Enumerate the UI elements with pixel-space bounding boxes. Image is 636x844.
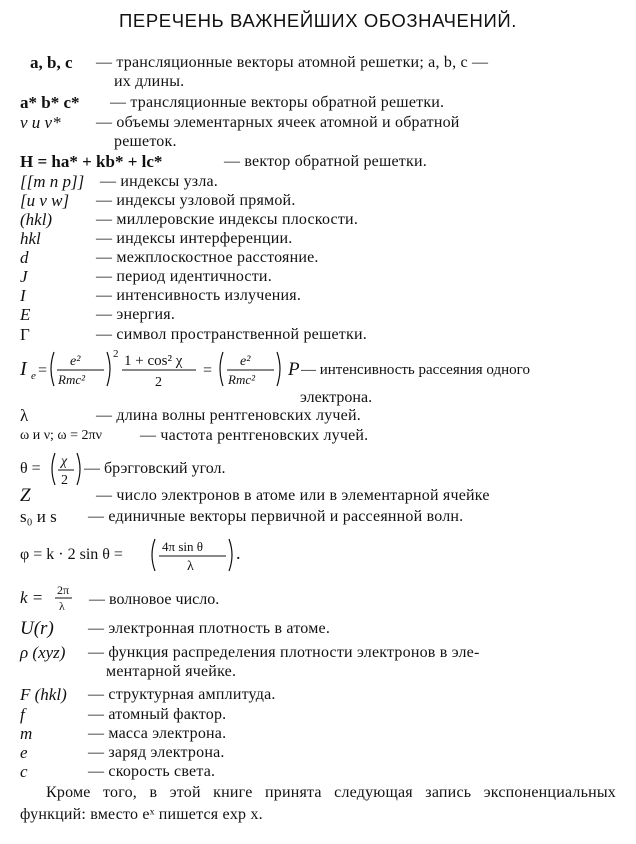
entry-description: — масса электрона. xyxy=(88,725,227,742)
formula-description: — брэгговский угол. xyxy=(84,460,226,477)
paren-right xyxy=(107,352,110,386)
entry-description: — структурная амплитуда. xyxy=(88,686,276,703)
entry-description: — миллеровские индексы плоскости. xyxy=(96,211,359,228)
footer-note: Кроме того, в этой книге принята следующая запись экспоненциальных функций: вместо eˣ пишется exp x. xyxy=(20,784,616,823)
paren-right xyxy=(277,352,280,386)
entry-symbol: H = ha* + kb* + lc* xyxy=(20,152,163,171)
entry-volume xyxy=(0,113,636,153)
entry-symbol: I xyxy=(20,286,26,305)
entry-description: — символ пространственной решетки. xyxy=(96,326,367,343)
entry-symbol: (hkl) xyxy=(20,210,53,229)
formula-lhs: k = xyxy=(20,588,44,607)
formula-var: P xyxy=(288,359,300,380)
entry-symbol: F (hkl) xyxy=(20,685,67,704)
formula-lhs: φ = k · 2 sin θ = xyxy=(20,546,123,563)
entry-description: — заряд электрона. xyxy=(88,744,225,761)
formula-den1: Rmc² xyxy=(58,372,85,387)
entry-description: — частота рентгеновских лучей. xyxy=(140,427,369,444)
entry-description: — электронная плотность в атоме. xyxy=(88,620,331,637)
formula-num: 4π sin θ xyxy=(162,539,203,554)
formula-k-graphic xyxy=(0,580,636,618)
formula-num3: e² xyxy=(240,354,251,369)
entry-description: — единичные векторы первичной и рассеянной волн. xyxy=(88,508,464,525)
paren-left xyxy=(52,453,55,485)
formula-description: — интенсивность рассеяния одного xyxy=(301,362,530,378)
entry-abc xyxy=(0,53,636,93)
entry-symbol: a* b* c* xyxy=(20,93,80,112)
paren-left xyxy=(152,539,155,571)
paren-left xyxy=(51,352,54,386)
entry-symbol: c xyxy=(20,762,28,781)
entry-symbol: J xyxy=(20,267,28,286)
entry-description: — длина волны рентгеновских лучей. xyxy=(96,407,361,424)
formula-den: λ xyxy=(187,559,194,574)
page-title: ПЕРЕЧЕНЬ ВАЖНЕЙШИХ ОБОЗНАЧЕНИЙ. xyxy=(118,10,517,31)
entry-symbol: d xyxy=(20,248,29,267)
entry-description: — вектор обратной решетки. xyxy=(224,153,427,170)
entry-symbol: Γ xyxy=(20,325,30,344)
entry-symbol: m xyxy=(20,724,33,743)
entry-symbol: a, b, c xyxy=(30,53,73,72)
entry-symbol: λ xyxy=(20,406,29,425)
entry-symbol: e xyxy=(20,743,28,762)
paren-right xyxy=(77,453,80,485)
entry-symbol: v и v* xyxy=(20,113,61,132)
entry-description: — атомный фактор. xyxy=(88,706,227,723)
entry-symbol: [u v w] xyxy=(20,191,70,210)
entry-description: — трансляционные векторы обратной решетки. xyxy=(110,94,445,111)
paren-left xyxy=(220,352,223,386)
entry-symbol: E xyxy=(20,305,31,324)
entry-description: — межплоскостное расстояние. xyxy=(96,249,319,266)
entry-symbol: Z xyxy=(20,485,31,506)
entry-description: — индексы узловой прямой. xyxy=(96,192,296,209)
entry-description: — энергия. xyxy=(96,306,176,323)
formula-tail: . xyxy=(236,543,241,563)
equals-sign: = xyxy=(203,362,213,379)
formula-theta xyxy=(0,448,636,490)
paren-right xyxy=(229,539,232,571)
entry-symbol: [[m n p]] xyxy=(20,172,85,191)
formula-description-cont: электрона. xyxy=(300,389,373,406)
formula-theta-graphic xyxy=(0,448,636,490)
formula-den: λ xyxy=(59,599,65,613)
formula-k xyxy=(0,580,636,618)
formula-exponent: 2 xyxy=(113,348,119,360)
entry-symbol: s₀ и s xyxy=(20,507,57,526)
formula-intensity-graphic xyxy=(0,343,636,407)
formula-lhs: I xyxy=(20,358,27,380)
formula-phi xyxy=(0,533,636,577)
formula-num: 2π xyxy=(57,583,70,597)
entry-description: — число электронов в атоме или в элементарной ячейке xyxy=(96,487,490,504)
formula-lhs-sub: e xyxy=(31,370,36,382)
formula-description: — волновое число. xyxy=(89,591,220,608)
entry-description: — объемы элементарных ячеек атомной и обратной решеток. xyxy=(96,114,460,150)
formula-den3: Rmc² xyxy=(228,372,255,387)
entry-description: — период идентичности. xyxy=(96,268,272,285)
entry-symbol: hkl xyxy=(20,229,41,248)
entry-symbol: U(r) xyxy=(20,618,54,639)
entry-description: — интенсивность излучения. xyxy=(96,287,302,304)
formula-num2: 1 + cos² χ xyxy=(124,353,183,369)
entry-rho xyxy=(0,643,636,683)
formula-den: 2 xyxy=(61,473,68,488)
formula-lhs: θ = xyxy=(20,460,41,477)
entry-symbol: ω и ν; ω = 2πν xyxy=(20,428,102,443)
entry-description: — индексы узла. xyxy=(100,173,218,190)
entry-symbol: ρ (xyz) xyxy=(20,643,66,662)
formula-num1: e² xyxy=(70,354,81,369)
entry-description: — трансляционные векторы атомной решетки; a, b, c — их длины. xyxy=(96,54,489,90)
entry-description: — скорость света. xyxy=(88,763,216,780)
entry-description: — функция распределения плотности электронов в эле- ментарной ячейке. xyxy=(88,644,480,680)
formula-phi-graphic xyxy=(0,533,636,577)
entry-symbol: f xyxy=(20,705,25,724)
formula-intensity xyxy=(0,343,636,407)
formula-num: χ xyxy=(61,454,68,469)
entry-description: — индексы интерференции. xyxy=(96,230,293,247)
formula-den2: 2 xyxy=(155,375,162,390)
equals-sign: = xyxy=(38,362,48,379)
